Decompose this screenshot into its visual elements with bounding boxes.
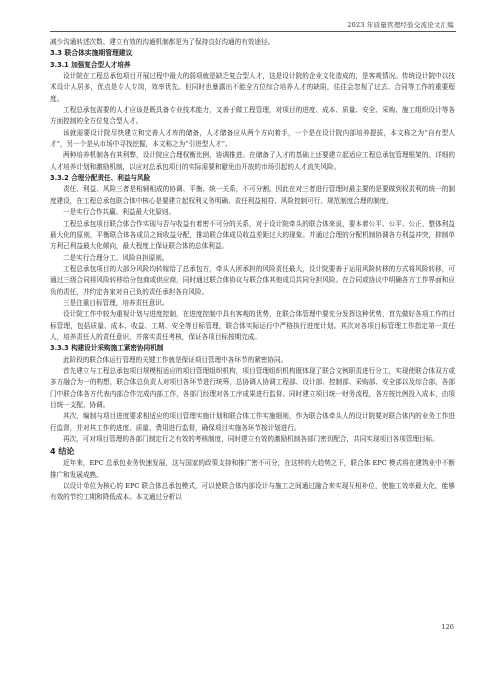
paragraph: 工程总承包需要的人才应该是既具备专业技术能力，又善于做工程管理，对项目的进度、成本、质量、安全、采购、施工组织设计等各方面控制的全方位复合型人才。 xyxy=(50,106,455,126)
paragraph: 此阶段的联合体运行管理的关键工作就是保证项目管理中各环节的紧密协同。 xyxy=(63,355,288,364)
paragraph: 近年来，EPC 总承包业务快速发展，这与国家的政策支持和推广密不可分，在这样的大趋势之下，联合体 EPC 模式将在建筑业中不断推广和发展成熟。 xyxy=(50,459,455,479)
subsection-heading: 3.3 联合体实施期管理建议 xyxy=(50,49,133,58)
running-header: 2023 年质量管理经验交流论文汇编 xyxy=(347,21,454,29)
paragraph: 设计院在工程总承包项目开展过程中最大的弱项就是缺乏复合型人才，这是设计院的企业文化造成的，是客观情况。传统设计院中以技术设计人居多，优点是专人专岗，效率优先。但同时也暴露出不能全方位综合培养人才的缺陷，往往会忽视了过去、合同等工作的重要程度。 xyxy=(50,72,455,103)
article-body xyxy=(50,37,455,504)
paragraph: 二是实行合理分工、风险自担原则。 xyxy=(63,253,169,262)
subsubsection-heading: 3.3.3 构建设计采购施工紧密协同机制 xyxy=(50,344,164,353)
paragraph: 三是注重目标管理，培养责任意识。 xyxy=(63,298,169,307)
subsubsection-heading: 3.3.2 合理分配责任、利益与风险 xyxy=(50,174,151,183)
paragraph: 工程总承包项目联合体合作实现与否与收益有着密不可分的关系，对于设计院牵头的联合体来说，要本着公平、公平、公正、整体利益最大化的原则，平衡联合体各成员之间收益分配，推动联合体成员收益差距过大的现象。并通过合理的分配机制协调各方利益冲突，抑制单方利己利益最大化倾向，最大程度上保证联合体的总体利益。 xyxy=(50,219,455,251)
paragraph: 首先建立与工程总承包项目规模相适应的项目管理组织机构，项目管理组织机构既体现了联合文例职责进行分工，实现使联合体双方或多方融合为一的构想，联合体总负责人对项目各环节进行统筹，总协调人协调工程部、设计部、控制部、采购部、安全部以及综合部，各部门中联合体各方代表内部合作完成内部工作，各部门经理对各工序成果进行监督。同时建立项目统一财务流程，各方按比例投入成本，由项目统一支配、协调。 xyxy=(50,366,455,409)
paragraph: 工程总承包项目的大部分风险均转嫁给了总承包方，牵头人所承担的风险责任最大，设计院要善于运用风险转移的方式将风险转移，可通过三级合同将风险转移给分包商或供应商，同时通过联合体协议与联合体其他成员共同分担风险。在合同或协议中明确各方工作界面和应负的责任，并约定各家对自己负的责任承担各自风险。 xyxy=(50,264,455,296)
page-number: 126 xyxy=(441,623,454,631)
paragraph: 以设计单位为核心的 EPC 联合体总承包模式，可以使联合体内部设计与施工之间通过融合来实现互相补位，使施工效率最大化，能够有效的节约工期和降低成本。本文通过分析以 xyxy=(50,482,455,502)
paragraph: 该就需要设计院尽快建立和完善人才库的储备，人才储备应从两个方向着手，一个是在设计院内部培养提拔，本文称之为“自有型人才”，另一个是从市场中寻找挖掘，本文称之为“引进型人才”。 xyxy=(50,128,455,149)
paragraph: 其次，编制与项目进度要求相适应的项目管理实施计划和联合体工作实施细则，作为联合体牵头人的设计院要对联合体内的业务工作进行监督，并对其工作的进度、质量、费用进行监督，确保项目实施各环节按计划进行。 xyxy=(50,412,455,432)
subsubsection-heading: 3.3.1 加强复合型人才培养 xyxy=(50,60,131,69)
paragraph: 减少沟通转述次数、建立有效的沟通机制都是为了保持良好沟通的有效途径。 xyxy=(50,38,275,46)
paragraph: 两种培养机制各有其利弊，设计院应合理权衡比例，协调推进。在储备了人才的基础上还要建立起适应工程总承包管理框架的、详细的人才培养计划和激励机制，以应对总承包项目的实际需要和避免由开放的市场引起的人才流失风险。 xyxy=(50,151,455,171)
section-heading: 4 结论 xyxy=(50,447,75,457)
paragraph: 一是实行合作共赢、利益最大化原则。 xyxy=(63,208,176,217)
paragraph: 责任、利益、风险三者是相辅相成的协调、平衡、统一关系，不可分割。因此在对三者进行管理时最主要的是要做到权责利的统一的制度建设，在工程总承包联合体中核心是要建立起权利义务明确、责任利益相符、风险控制可行、规范制度合理的制度。 xyxy=(50,185,455,205)
header-rule xyxy=(50,31,456,32)
paragraph: 设计院工作中较为重视计划与进度控制，在进度控制中具有客观的优势，在联合体管理中要充分发挥这种优势，首先做好各项工作的目标管理，包括质量、成本、收益、工期、安全等目标管理，联合体实际运行中严格执行进度计划。其次对各项目标管理工作指定第一责任人，培养责任人的责任意识，并落实责任考核，保证各项目标按期完成。 xyxy=(50,310,455,341)
paragraph: 再次，可对项目管理的各部门制定行之有效的考核制度，同时建立有效的激励机制各部门密切配合，共同实现项目各项管理目标。 xyxy=(63,435,439,444)
